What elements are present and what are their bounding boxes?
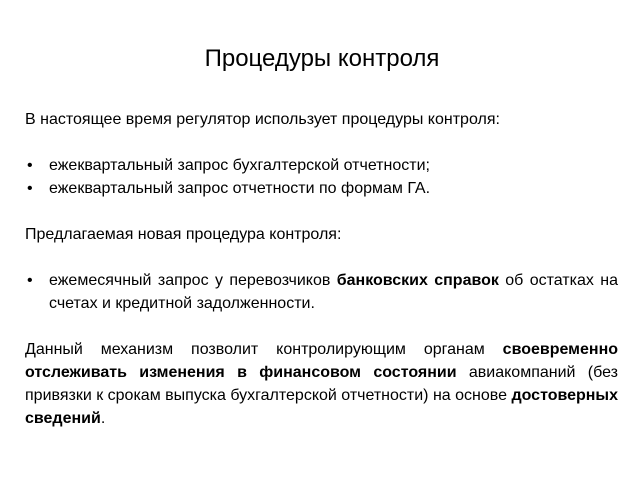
slide-body xyxy=(25,108,618,430)
proposed-text-start: ежемесячный запрос у перевозчиков xyxy=(49,272,337,289)
conclusion-paragraph xyxy=(25,338,618,430)
proposed-text-end: об остатках на счетах и кредитной задолженности. xyxy=(49,272,618,312)
list-item-text: ежеквартальный запрос бухгалтерской отчетности; xyxy=(49,157,430,174)
bullet-icon: • xyxy=(27,157,33,174)
bullet-icon: • xyxy=(27,180,33,197)
spacer xyxy=(25,200,618,223)
conclusion-text-3: . xyxy=(100,410,106,427)
spacer xyxy=(25,246,618,269)
conclusion-text-2: авиакомпаний (без привязки к срокам выпуска бухгалтерской отчетности) на основе xyxy=(25,364,618,404)
intro-text: В настоящее время регулятор использует процедуры контроля: xyxy=(25,111,500,128)
spacer xyxy=(25,315,618,338)
bullet-icon: • xyxy=(27,272,33,289)
list-item-text: ежеквартальный запрос отчетности по формам ГА. xyxy=(49,180,431,197)
conclusion-bold-2: достоверных сведений xyxy=(25,387,618,427)
spacer xyxy=(25,131,618,154)
proposed-text-bold: банковских справок xyxy=(336,272,499,289)
list-item xyxy=(25,154,618,177)
proposed-heading: Предлагаемая новая процедура контроля: xyxy=(25,226,342,243)
list-item xyxy=(25,177,618,200)
current-procedures-list xyxy=(25,154,618,200)
list-item xyxy=(25,269,618,315)
conclusion-bold-1: своевременно отслеживать изменения в финансовом состоянии xyxy=(25,341,618,381)
conclusion-text-1: Данный механизм позволит контролирующим органам xyxy=(25,341,503,358)
proposed-procedure-list xyxy=(25,269,618,315)
slide-title: Процедуры контроля xyxy=(204,45,440,72)
